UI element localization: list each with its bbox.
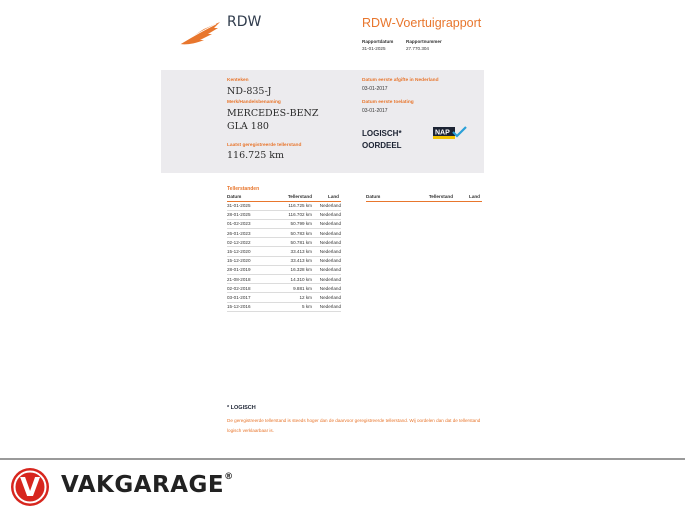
row-land: Nederland [314, 229, 341, 238]
row-tellerstand: 12 km [274, 293, 314, 302]
footnote-title: * LOGISCH [227, 405, 256, 411]
table-row [227, 219, 341, 228]
kenteken-label: Kenteken [227, 78, 249, 83]
report-title: RDW-Voertuigrapport [362, 16, 482, 30]
odometer-table [227, 194, 341, 312]
report-number: 27.770.304 [406, 46, 429, 51]
table-row [227, 201, 341, 210]
vakgarage-logo-icon [10, 467, 50, 507]
vehicle-info-panel [161, 70, 484, 173]
row-tellerstand: 116.725 km [274, 201, 314, 210]
oordeel-block [362, 128, 402, 152]
row-datum: 31-01-2025 [227, 201, 274, 210]
eerste-toelating-label: Datum eerste toelating [362, 100, 414, 105]
odometer-table-empty [366, 194, 482, 202]
eerste-toelating-value: 03-01-2017 [362, 108, 388, 114]
row-land: Nederland [314, 247, 341, 256]
row-datum: 02-02-2018 [227, 284, 274, 293]
vakgarage-badge-letter: V [19, 473, 41, 503]
col-land-2: Land [455, 194, 482, 201]
row-tellerstand: 33.413 km [274, 247, 314, 256]
col-datum-2: Datum [366, 194, 413, 201]
row-datum: 01-02-2023 [227, 219, 274, 228]
vakgarage-brand [61, 472, 234, 498]
col-land: Land [314, 194, 341, 201]
row-tellerstand: 5 km [274, 302, 314, 311]
table-row [227, 229, 341, 238]
row-land: Nederland [314, 210, 341, 219]
divider [0, 458, 685, 460]
vakgarage-brand-name: VAKGARAGE [61, 472, 225, 498]
odometer-title: Tellerstanden [227, 186, 260, 192]
row-land: Nederland [314, 302, 341, 311]
row-datum: 03-01-2017 [227, 293, 274, 302]
row-land: Nederland [314, 201, 341, 210]
row-tellerstand: 14.310 km [274, 275, 314, 284]
row-datum: 28-01-2019 [227, 265, 274, 274]
row-tellerstand: 33.413 km [274, 256, 314, 265]
oordeel-line1: LOGISCH* [362, 129, 402, 138]
table-row [227, 265, 341, 274]
col-datum: Datum [227, 194, 274, 201]
table-row [227, 275, 341, 284]
row-tellerstand: 16.328 km [274, 265, 314, 274]
nap-label: NAP [435, 129, 450, 137]
rdw-wing-logo [178, 20, 222, 46]
row-tellerstand: 50.783 km [274, 229, 314, 238]
oordeel-line2: OORDEEL [362, 141, 402, 150]
row-datum: 02-12-2022 [227, 238, 274, 247]
col-tellerstand: Tellerstand [274, 194, 314, 201]
row-land: Nederland [314, 219, 341, 228]
registered-mark: ® [224, 472, 234, 482]
table-row [227, 238, 341, 247]
row-tellerstand: 50.781 km [274, 238, 314, 247]
eerste-afgifte-value: 03-01-2017 [362, 86, 388, 92]
row-land: Nederland [314, 265, 341, 274]
footnote-text: De geregistreerde tellerstand is steeds hoger dan de daarvoor geregistreerde tellerstand. Wij oordelen dan dat de tellerstand logisch verklaarbaar is. [227, 418, 481, 433]
table-row [227, 293, 341, 302]
report-date-block [362, 38, 393, 52]
row-tellerstand: 50.799 km [274, 219, 314, 228]
model-value: GLA 180 [227, 121, 269, 132]
merk-value: MERCEDES-BENZ [227, 108, 319, 119]
row-land: Nederland [314, 256, 341, 265]
table-row [227, 256, 341, 265]
row-datum: 21-08-2018 [227, 275, 274, 284]
report-number-label: Rapportnummer [406, 39, 442, 44]
row-tellerstand: 116.702 km [274, 210, 314, 219]
table-row [227, 247, 341, 256]
row-datum: 15-12-2020 [227, 256, 274, 265]
kenteken-value: ND-835-J [227, 86, 272, 97]
row-land: Nederland [314, 284, 341, 293]
report-date: 31-01-2025 [362, 46, 386, 51]
row-datum: 15-12-2016 [227, 302, 274, 311]
table-row [227, 284, 341, 293]
col-tellerstand-2: Tellerstand [413, 194, 455, 201]
org-name: RDW [227, 14, 262, 30]
report-number-block [406, 38, 442, 52]
eerste-afgifte-label: Datum eerste afgifte in Nederland [362, 78, 439, 83]
table-row [227, 302, 341, 311]
table-row [227, 210, 341, 219]
tellerstand-label: Laatst geregistreerde tellerstand [227, 143, 302, 148]
row-datum: 26-01-2023 [227, 229, 274, 238]
merk-label: Merk/Handelsbenaming [227, 100, 281, 105]
row-land: Nederland [314, 275, 341, 284]
row-datum: 28-01-2025 [227, 210, 274, 219]
row-land: Nederland [314, 238, 341, 247]
tellerstand-value: 116.725 km [227, 150, 285, 161]
row-tellerstand: 9.881 km [274, 284, 314, 293]
report-date-label: Rapportdatum [362, 39, 394, 44]
row-datum: 15-12-2020 [227, 247, 274, 256]
nap-check-icon [433, 126, 467, 140]
row-land: Nederland [314, 293, 341, 302]
